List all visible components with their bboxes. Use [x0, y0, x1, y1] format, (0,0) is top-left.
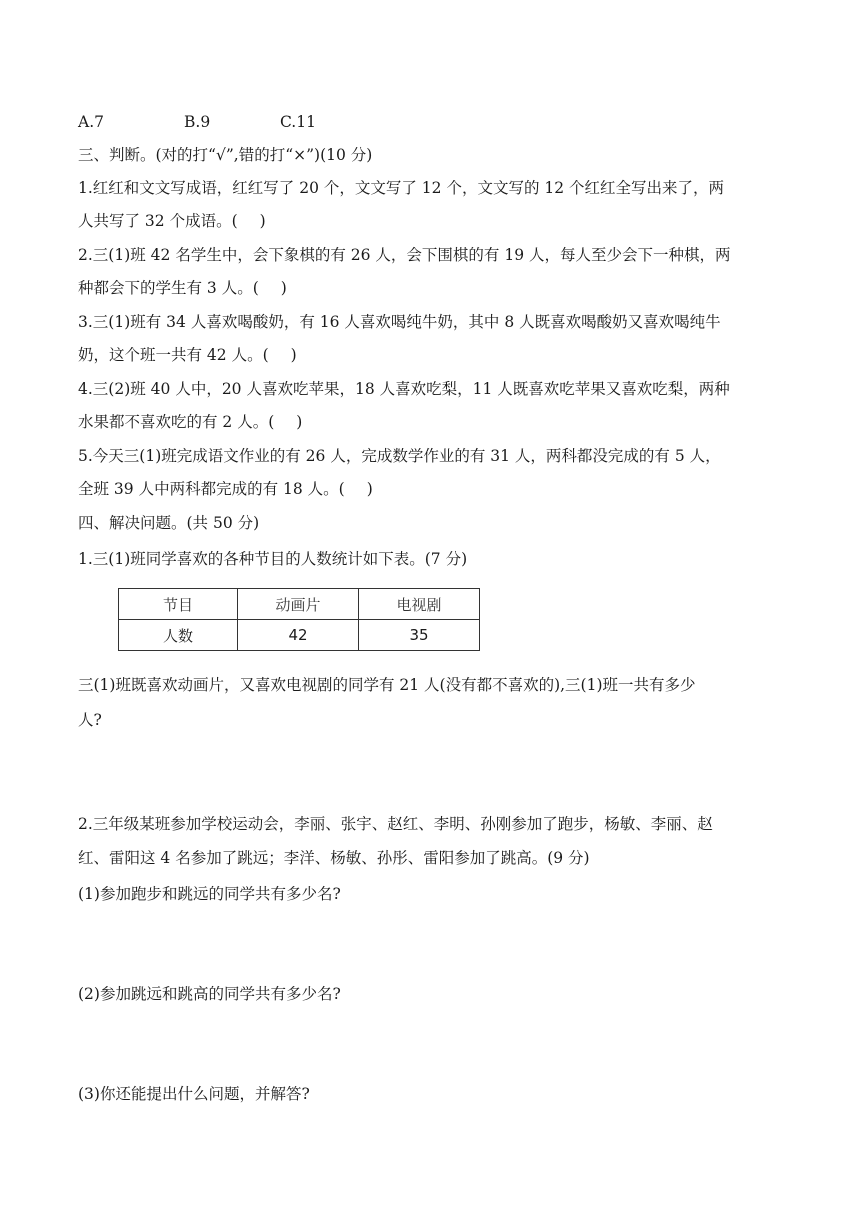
q1-intro: 1.三(1)班同学喜欢的各种节目的人数统计如下表。(7 分) — [78, 550, 468, 568]
table-header-cell: 节目 — [119, 589, 238, 620]
choice-options — [78, 112, 316, 132]
q2-sub2: (2)参加跳远和跳高的同学共有多少名? — [78, 985, 341, 1003]
q1-question-line2: 人? — [78, 711, 102, 729]
table-cell: 42 — [238, 620, 359, 651]
section3-title: 三、判断。(对的打“√”,错的打“×”)(10 分) — [78, 146, 373, 164]
q2-line2: 红、雷阳这 4 名参加了跳远；李洋、杨敏、孙彤、雷阳参加了跳高。(9 分) — [78, 849, 590, 867]
judge-item-2-line2: 种都会下的学生有 3 人。( ) — [78, 279, 287, 297]
judge-item-3-line1: 3.三(1)班有 34 人喜欢喝酸奶，有 16 人喜欢喝纯牛奶，其中 8 人既喜欢喝酸奶又喜欢喝纯牛 — [78, 313, 721, 331]
q2-sub3: (3)你还能提出什么问题，并解答? — [78, 1085, 310, 1103]
q2-sub1: (1)参加跑步和跳远的同学共有多少名? — [78, 885, 341, 903]
judge-item-1-line1: 1.红红和文文写成语，红红写了 20 个，文文写了 12 个，文文写的 12 个红红全写出来了，两 — [78, 179, 725, 197]
table-row-label: 人数 — [119, 620, 238, 651]
judge-item-3-line2: 奶，这个班一共有 42 人。( ) — [78, 346, 297, 364]
option-b: B.9 — [184, 113, 211, 131]
table-header-cell: 电视剧 — [359, 589, 480, 620]
judge-item-4-line1: 4.三(2)班 40 人中，20 人喜欢吃苹果，18 人喜欢吃梨，11 人既喜欢吃苹果又喜欢吃梨，两种 — [78, 380, 730, 398]
table-row — [119, 620, 480, 651]
table-cell: 35 — [359, 620, 480, 651]
table-header-cell: 动画片 — [238, 589, 359, 620]
q1-question-line1: 三(1)班既喜欢动画片，又喜欢电视剧的同学有 21 人(没有都不喜欢的),三(1)班一共有多少 — [78, 676, 696, 694]
table-row — [119, 589, 480, 620]
option-a: A.7 — [78, 113, 104, 131]
judge-item-2-line1: 2.三(1)班 42 名学生中，会下象棋的有 26 人，会下围棋的有 19 人，每人至少会下一种棋，两 — [78, 246, 731, 264]
judge-item-4-line2: 水果都不喜欢吃的有 2 人。( ) — [78, 413, 303, 431]
judge-item-5-line1: 5.今天三(1)班完成语文作业的有 26 人，完成数学作业的有 31 人，两科都没完成的有 5 人， — [78, 447, 721, 465]
q2-line1: 2.三年级某班参加学校运动会，李丽、张宇、赵红、李明、孙刚参加了跑步，杨敏、李丽、赵 — [78, 815, 713, 833]
judge-item-1-line2: 人共写了 32 个成语。( ) — [78, 212, 266, 230]
option-c: C.11 — [280, 113, 316, 131]
section4-title: 四、解决问题。(共 50 分) — [78, 514, 260, 532]
judge-item-5-line2: 全班 39 人中两科都完成的有 18 人。( ) — [78, 480, 373, 498]
program-stats-table — [118, 588, 480, 651]
